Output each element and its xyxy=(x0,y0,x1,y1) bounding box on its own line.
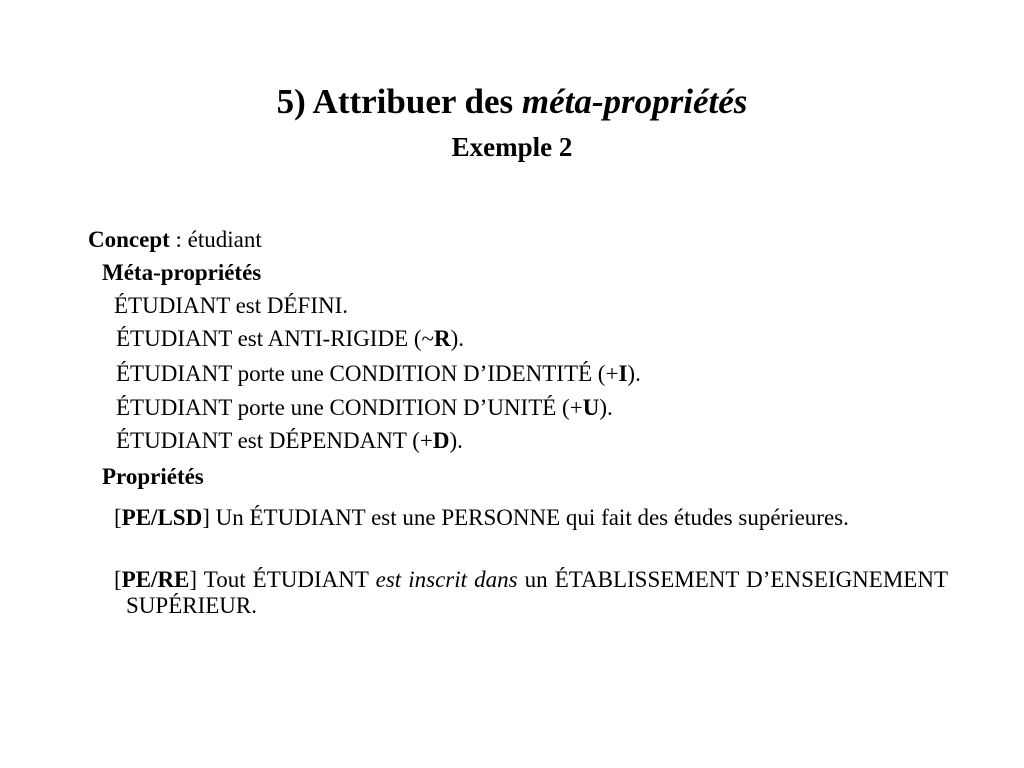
property-paragraph-1 xyxy=(114,505,948,531)
meta-line-end: ). xyxy=(627,361,641,386)
concept-value: étudiant xyxy=(187,227,262,252)
bracket-close: ] xyxy=(189,567,198,592)
property-relation: est inscrit dans xyxy=(375,567,518,592)
concept-line xyxy=(88,225,262,255)
property-text: Tout ÉTUDIANT xyxy=(197,567,376,592)
property-tag: PE/RE xyxy=(121,567,190,592)
concept-label: Concept xyxy=(88,227,170,252)
meta-line-rigidity xyxy=(116,324,464,354)
property-text: un ÉTABLISSEMENT D’ENSEIGNEMENT SUPÉRIEUR. xyxy=(126,567,949,618)
meta-heading: Méta-propriétés xyxy=(102,260,262,285)
meta-line-unity xyxy=(116,393,613,423)
meta-code: U xyxy=(582,395,600,420)
concept-sep: : xyxy=(169,227,188,252)
title-prefix: 5) Attribuer des xyxy=(276,82,522,121)
props-heading: Propriétés xyxy=(102,464,204,489)
meta-line-text: ÉTUDIANT est ANTI-RIGIDE (~ xyxy=(116,326,434,351)
slide-title xyxy=(0,80,1024,124)
meta-line-end: ). xyxy=(599,395,613,420)
meta-line-text: ÉTUDIANT porte une CONDITION D’IDENTITÉ (+ xyxy=(116,361,619,386)
meta-code: R xyxy=(433,326,451,351)
bracket-close: ] xyxy=(202,505,210,530)
property-text: Un ÉTUDIANT est une PERSONNE qui fait des études supérieures. xyxy=(209,505,849,530)
title-italic: méta-propriétés xyxy=(521,82,748,121)
meta-line-end: ). xyxy=(449,428,463,453)
meta-line-end: ). xyxy=(450,326,465,351)
slide-subtitle: Exemple 2 xyxy=(451,132,573,162)
meta-code: I xyxy=(618,361,628,386)
meta-line-defini: ÉTUDIANT est DÉFINI. xyxy=(114,293,349,318)
bracket-open: [ xyxy=(114,505,122,530)
meta-line-text: ÉTUDIANT porte une CONDITION D’UNITÉ (+ xyxy=(116,395,583,420)
property-tag: PE/LSD xyxy=(121,505,203,530)
meta-line-identity xyxy=(116,359,641,389)
bracket-open: [ xyxy=(114,567,122,592)
meta-line-text: ÉTUDIANT est DÉPENDANT (+ xyxy=(116,428,433,453)
meta-code: D xyxy=(432,428,450,453)
meta-line-dependence xyxy=(116,426,463,456)
property-paragraph-2 xyxy=(114,567,948,619)
